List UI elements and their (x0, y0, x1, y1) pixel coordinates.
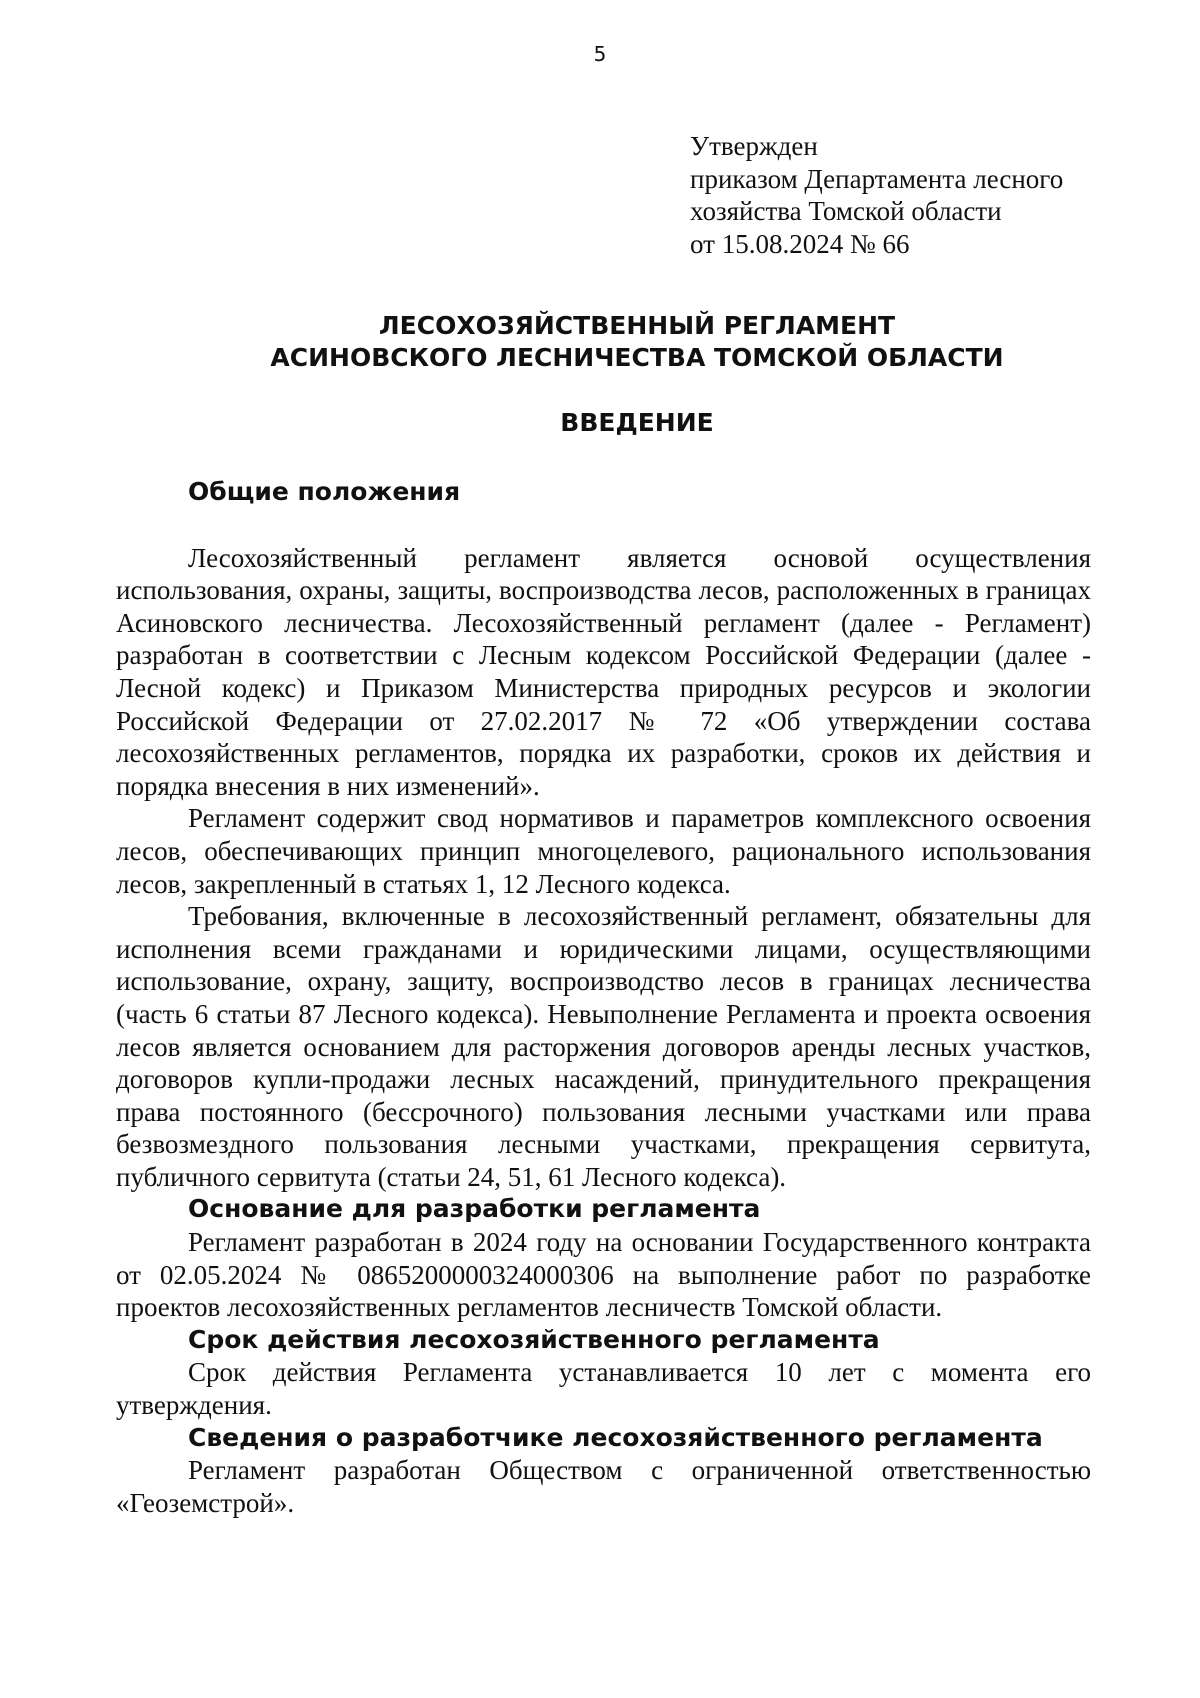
section-heading-term: Срок действия лесохозяйственного регламента (188, 1324, 880, 1354)
introduction-heading: ВВЕДЕНИЕ (560, 408, 714, 437)
document-body (116, 476, 1091, 1519)
document-title-line: АСИНОВСКОГО ЛЕСНИЧЕСТВА ТОМСКОЙ ОБЛАСТИ (270, 343, 1004, 372)
paragraph: Лесохозяйственный регламент является основой осуществления использования, охраны, защиты, воспроизводства лесов, расположенных в границах Асиновского лесничества. Лесохозяйственный регламент (далее - Регламент) разработан в соответствии с Лесным кодексом Российской Федерации (далее - Лесной кодекс) и Приказом Министерства природных ресурсов и экологии Российской Федерации от 27.02.2017 № 72 «Об утверждении состава лесохозяйственных регламентов, порядка их разработки, сроков их действия и порядка внесения в них изменений». (116, 542, 1091, 801)
paragraph: Регламент разработан Обществом с ограниченной ответственностью «Геоземстрой». (116, 1455, 1091, 1518)
approval-line: хозяйства Томской области (690, 196, 1002, 226)
document-title (0, 310, 1200, 374)
paragraph: Срок действия Регламента устанавливается 10 лет с момента его утверждения. (116, 1357, 1091, 1421)
document-title-line: ЛЕСОХОЗЯЙСТВЕННЫЙ РЕГЛАМЕНТ (378, 311, 896, 340)
section-heading-developer: Сведения о разработчике лесохозяйственного регламента (188, 1422, 1043, 1452)
approval-line: приказом Департамента лесного (690, 163, 1064, 194)
paragraph: Требования, включенные в лесохозяйственный регламент, обязательны для исполнения всеми гражданами и юридическими лицами, осуществляющими использование, охрану, защиту, воспроизводство лесов в границах лесничества (часть 6 статьи 87 Лесного кодекса). Невыполнение Регламента и проекта освоения лесов является основанием для расторжения договоров аренды лесных участков, договоров купли-продажи лесных насаждений, принудительного прекращения права постоянного (бессрочного) пользования лесными участками или права безвозмездного пользования лесными участками, прекращения сервитута, публичного сервитута (статьи 24, 51, 61 Лесного кодекса). (116, 901, 1091, 1192)
paragraph: Регламент содержит свод нормативов и параметров комплексного освоения лесов, обеспечивающих принцип многоцелевого, рационального использования лесов, закрепленный в статьях 1, 12 Лесного кодекса. (116, 803, 1091, 899)
paragraph: Регламент разработан в 2024 году на основании Государственного контракта от 02.05.2024 № 0865200000324000306 на выполнение работ по разработке проектов лесохозяйственных регламентов лесничеств Томской области. (116, 1227, 1091, 1323)
approval-date-number: от 15.08.2024 № 66 (690, 228, 910, 259)
page-number: 5 (593, 42, 607, 66)
approval-stamp (690, 130, 1170, 260)
section-heading-basis: Основание для разработки регламента (188, 1194, 761, 1224)
approval-line: Утвержден (690, 131, 818, 161)
section-heading-general: Общие положения (188, 477, 461, 506)
